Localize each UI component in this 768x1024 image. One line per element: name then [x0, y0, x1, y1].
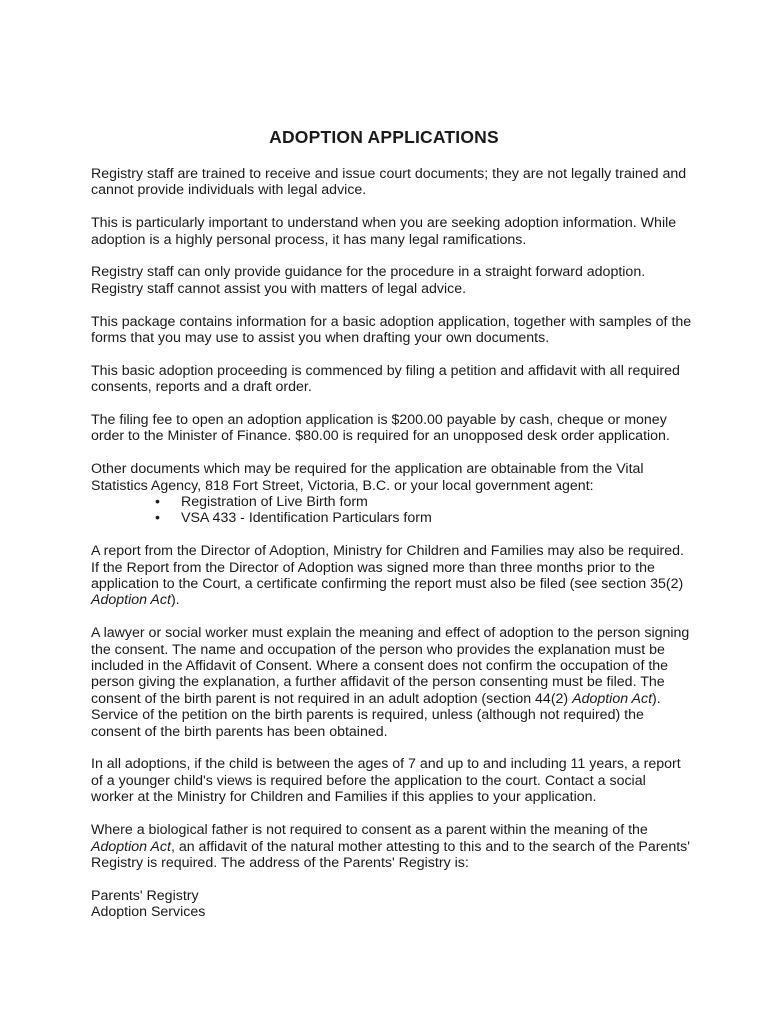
act-reference: Adoption Act — [91, 592, 171, 609]
text-line: This package contains information for a basic adoption application, together with samples of the — [91, 313, 692, 330]
text-line: Registry staff cannot assist you with matters of legal advice. — [91, 280, 467, 297]
text-line: A lawyer or social worker must explain the meaning and effect of adoption to the person signing — [91, 625, 690, 642]
act-reference: Adoption Act — [572, 690, 653, 707]
text-line: Other documents which may be required for the application are obtainable from the Vital — [91, 461, 644, 478]
text-line: consents, reports and a draft order. — [91, 379, 312, 396]
text-line: application to the Court, a certificate confirming the report must also be filed (see section 35(2) — [91, 576, 684, 593]
list-item — [91, 494, 691, 510]
text-fragment: ). — [170, 592, 180, 609]
paragraph-package-contents — [91, 314, 691, 347]
text-line: Statistics Agency, 818 Fort Street, Victoria, B.C. or your local government agent: — [91, 477, 594, 494]
required-forms-list — [91, 494, 691, 527]
text-line: forms that you may use to assist you when drafting your own documents. — [91, 330, 550, 347]
text-line: worker at the Ministry for Children and Families if this applies to your application. — [91, 789, 597, 806]
paragraph-filing-fee — [91, 412, 691, 445]
paragraph-legal-ramifications — [91, 215, 691, 248]
paragraph-proceeding — [91, 363, 691, 396]
text-line: This is particularly important to understand when you are seeking adoption information. While — [91, 215, 677, 232]
text-line: cannot provide individuals with legal advice. — [91, 182, 367, 199]
address-line: Parents' Registry — [91, 887, 199, 904]
text-line: included in the Affidavit of Consent. Where a consent does not confirm the occupation of the — [91, 658, 669, 675]
text-line: Registry is required. The address of the Parents' Registry is: — [91, 854, 469, 871]
paragraph-biological-father — [91, 822, 691, 871]
text-line: adoption is a highly personal process, it has many legal ramifications. — [91, 231, 527, 248]
text-line: person giving the explanation, a further affidavit of the person consenting must be filed. The — [91, 674, 665, 691]
text-line: consent of the birth parents has been obtained. — [91, 723, 388, 740]
text-fragment: , an affidavit of the natural mother attesting to this and to the search of the Parents' — [170, 838, 690, 855]
text-line: This basic adoption proceeding is commenced by filing a petition and affidavit with all required — [91, 362, 680, 379]
document-body — [91, 166, 691, 921]
paragraph-director-report — [91, 543, 691, 609]
text-fragment: consent of the birth parent is not required in an adult adoption (section 44(2) — [91, 690, 573, 707]
text-line: The filing fee to open an adoption application is $200.00 payable by cash, cheque or money — [91, 412, 667, 429]
document-title: ADOPTION APPLICATIONS — [269, 127, 499, 147]
text-line: Registry staff can only provide guidance for the procedure in a straight forward adoption. — [91, 264, 646, 281]
bullet-icon: • — [155, 510, 160, 527]
address-line: Adoption Services — [91, 904, 206, 921]
text-line: A report from the Director of Adoption, Ministry for Children and Families may also be required. — [91, 543, 684, 560]
text-fragment: ). — [652, 690, 661, 707]
paragraph-other-documents — [91, 461, 691, 527]
list-item-text: Registration of Live Birth form — [181, 494, 368, 511]
registry-address — [91, 888, 691, 921]
text-line: order to the Minister of Finance. $80.00 is required for an unopposed desk order application. — [91, 428, 670, 445]
text-line: the consent. The name and occupation of the person who provides the explanation must be — [91, 641, 665, 658]
text-line: In all adoptions, if the child is between the ages of 7 and up to and including 11 years, a report — [91, 756, 681, 773]
text-line: Registry staff are trained to receive and issue court documents; they are not legally trained and — [91, 166, 687, 182]
text-line — [91, 691, 691, 707]
paragraph-child-views — [91, 756, 691, 805]
text-line — [91, 592, 691, 608]
text-line: Where a biological father is not required to consent as a parent within the meaning of the — [91, 822, 648, 839]
text-line: Service of the petition on the birth parents is required, unless (although not required) the — [91, 707, 644, 724]
text-line: If the Report from the Director of Adoption was signed more than three months prior to the — [91, 559, 655, 576]
list-item-text: VSA 433 - Identification Particulars form — [181, 510, 432, 527]
paragraph-consent — [91, 625, 691, 740]
act-reference: Adoption Act — [91, 838, 171, 855]
paragraph-legal-advice — [91, 166, 691, 199]
text-line: of a younger child's views is required before the application to the court. Contact a social — [91, 772, 646, 789]
paragraph-registry-guidance — [91, 264, 691, 297]
list-item — [91, 510, 691, 526]
bullet-icon: • — [155, 494, 160, 511]
text-line — [91, 839, 691, 855]
